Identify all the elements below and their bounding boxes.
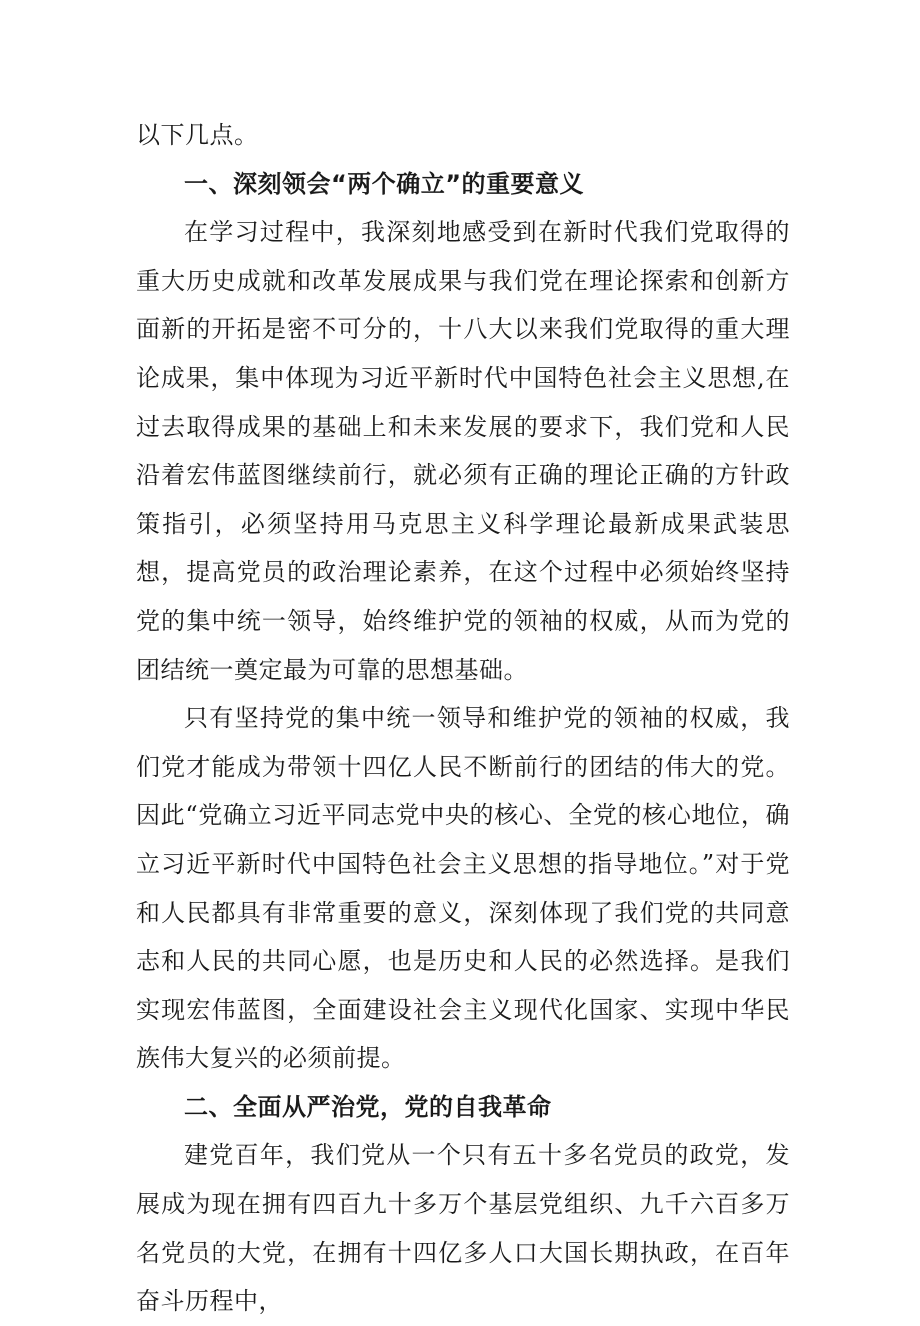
section1-paragraph-2: 只有坚持党的集中统一领导和维护党的领袖的权威，我们党才能成为带领十四亿人民不断前行的团结的伟大的党。因此“党确立习近平同志党中央的核心、全党的核心地位，确立习近平新时代中国特色社会主义思想的指导地位。”对于党和人民都具有非常重要的意义，深刻体现了我们党的共同意志和人民的共同心愿，也是历史和人民的必然选择。是我们实现宏伟蓝图，全面建设社会主义现代化国家、实现中华民族伟大复兴的必须前提。 (136, 704, 790, 1073)
lead-line: 以下几点。 (136, 121, 259, 149)
document-body (136, 111, 790, 1326)
section-heading-2: 二、全面从严治党，党的自我革命 (184, 1092, 552, 1121)
section2-paragraph-1: 建党百年，我们党从一个只有五十多名党员的政党，发展成为现在拥有四百九十多万个基层党组织、九千六百多万名党员的大党，在拥有十四亿多人口大国长期执政，在百年奋斗历程中， (136, 1141, 790, 1316)
section-heading-1: 一、深刻领会“两个确立”的重要意义 (184, 169, 585, 198)
section1-paragraph-1: 在学习过程中，我深刻地感受到在新时代我们党取得的重大历史成就和改革发展成果与我们党在理论探索和创新方面新的开拓是密不可分的，十八大以来我们党取得的重大理论成果，集中体现为习近平新时代中国特色社会主义思想,在过去取得成果的基础上和未来发展的要求下，我们党和人民沿着宏伟蓝图继续前行，就必须有正确的理论正确的方针政策指引，必须坚持用马克思主义科学理论最新成果武装思想，提高党员的政治理论素养，在这个过程中必须始终坚持党的集中统一领导，始终维护党的领袖的权威，从而为党的团结统一奠定最为可靠的思想基础。 (136, 218, 790, 684)
